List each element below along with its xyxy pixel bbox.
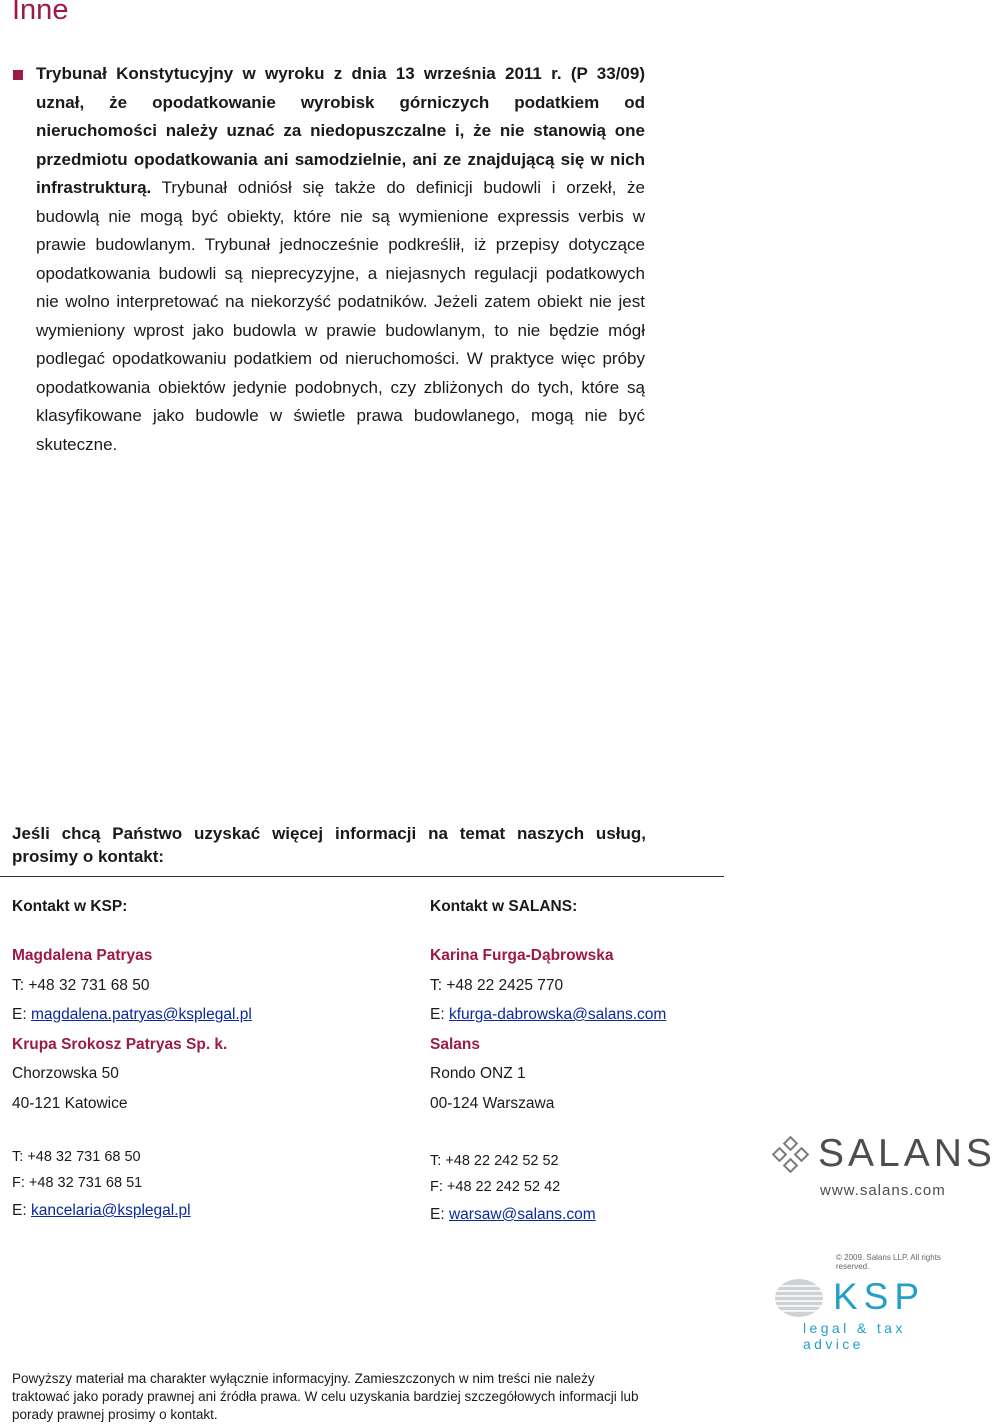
email-label: E: [430,1206,445,1223]
email-label: E: [12,1202,27,1219]
phone-label: T: [430,977,443,994]
ksp-email-link[interactable]: magdalena.patryas@ksplegal.pl [30,1006,252,1023]
bullet-square-icon [13,70,23,80]
ksp-globe-mark-icon [773,1278,825,1320]
salans-phone-row [430,977,563,995]
salans-office-phone-row [430,1153,559,1169]
paragraph-bold-lead: Trybunał Konstytucyjny w wyroku z dnia 13 września 2011 r. (P 33/09) uznał, że opodatkowanie wyrobisk górniczych podatkiem od nieruchomości należy uznać za niedopuszczalne i, że nie stanowią one przedmiotu opodatkowania ani samodzielnie, ani ze znajdującą się w nich infrastrukturą. [36,64,645,197]
ksp-office-fax: +48 32 731 68 51 [28,1175,143,1191]
salans-heading: Kontakt w SALANS: [430,898,578,915]
ksp-tagline: legal & tax advice [803,1320,906,1352]
ksp-street: Chorzowska 50 [12,1065,119,1082]
paragraph-body: Trybunał odniósł się także do definicji budowli i orzekł, że budowlą nie mogą być obiekty, które nie są wymienione expressis verbis w prawie budowlanym. Trybunał jednocześnie podkreślił, iż przepisy dotyczące opodatkowania budowli są nieprecyzyjne, a niejasnych regulacji podatkowych nie wolno interpretować na niekorzyść podatników. Jeżeli zatem obiekt nie jest wymieniony wprost jako budowla w prawie budowlanym, to nie będzie mógł podlegać opodatkowaniu podatkiem od nieruchomości. W praktyce więc próby opodatkowania obiektów jedynie podobnych, czy zbliżonych do tych, które są klasyfikowane jako budowle w świetle prawa budowlanego, mogą nie być skuteczne. [36,178,645,454]
phone-label: T: [430,1153,442,1169]
salans-office-email-row [430,1206,596,1224]
salans-wordmark: SALANS [818,1132,996,1175]
disclaimer: Powyższy materiał ma charakter wyłącznie informacyjny. Zamieszczonych w nim treści nie należy traktować jako porady prawnej ani źródła prawa. W celu uzyskania bardziej szczegółowych informacji lub porady prawnej prosimy o kontakt. [12,1371,639,1422]
salans-person-name: Karina Furga-Dąbrowska [430,947,614,964]
ksp-email-row [12,1006,252,1024]
salans-url: www.salans.com [820,1182,946,1199]
phone-label: T: [12,1149,24,1165]
salans-office-fax: +48 22 242 52 42 [446,1179,561,1195]
contact-heading: Jeśli chcą Państwo uzyskać więcej informacji na temat naszych usług, prosimy o kontakt: [12,824,646,866]
salans-email-link[interactable]: kfurga-dabrowska@salans.com [448,1006,667,1023]
salans-company: Salans [430,1036,480,1053]
email-label: E: [430,1006,445,1023]
ksp-person-name: Magdalena Patryas [12,947,153,964]
ksp-company: Krupa Srokosz Patryas Sp. k. [12,1036,228,1053]
ksp-heading: Kontakt w KSP: [12,898,128,915]
section-title: Inne [12,0,69,26]
phone-label: T: [12,977,25,994]
ksp-office-fax-row [12,1175,142,1191]
ksp-logo [773,1276,959,1352]
ksp-office-email-link[interactable]: kancelaria@ksplegal.pl [30,1202,191,1219]
ksp-phone: +48 32 731 68 50 [28,977,150,994]
salans-phone: +48 22 2425 770 [446,977,564,994]
ksp-wordmark: KSP [833,1276,926,1317]
email-label: E: [12,1006,27,1023]
salans-logo [774,1132,996,1200]
salans-office-email-link[interactable]: warsaw@salans.com [448,1206,596,1223]
fax-label: F: [12,1175,25,1191]
ksp-phone-row [12,977,149,995]
ksp-office-phone: +48 32 731 68 50 [27,1149,141,1165]
divider [0,876,724,877]
salans-office-phone: +48 22 242 52 52 [445,1153,559,1169]
salans-diamond-mark-icon [774,1138,808,1172]
salans-street: Rondo ONZ 1 [430,1065,526,1082]
ksp-city: 40-121 Katowice [12,1095,128,1112]
salans-email-row [430,1006,666,1024]
salans-office-fax-row [430,1179,560,1195]
copyright-note: © 2009. Salans LLP. All rights reserved. [836,1253,941,1271]
fax-label: F: [430,1179,443,1195]
main-paragraph [36,60,645,459]
salans-city: 00-124 Warszawa [430,1095,555,1112]
ksp-office-email-row [12,1202,191,1220]
ksp-office-phone-row [12,1149,141,1165]
